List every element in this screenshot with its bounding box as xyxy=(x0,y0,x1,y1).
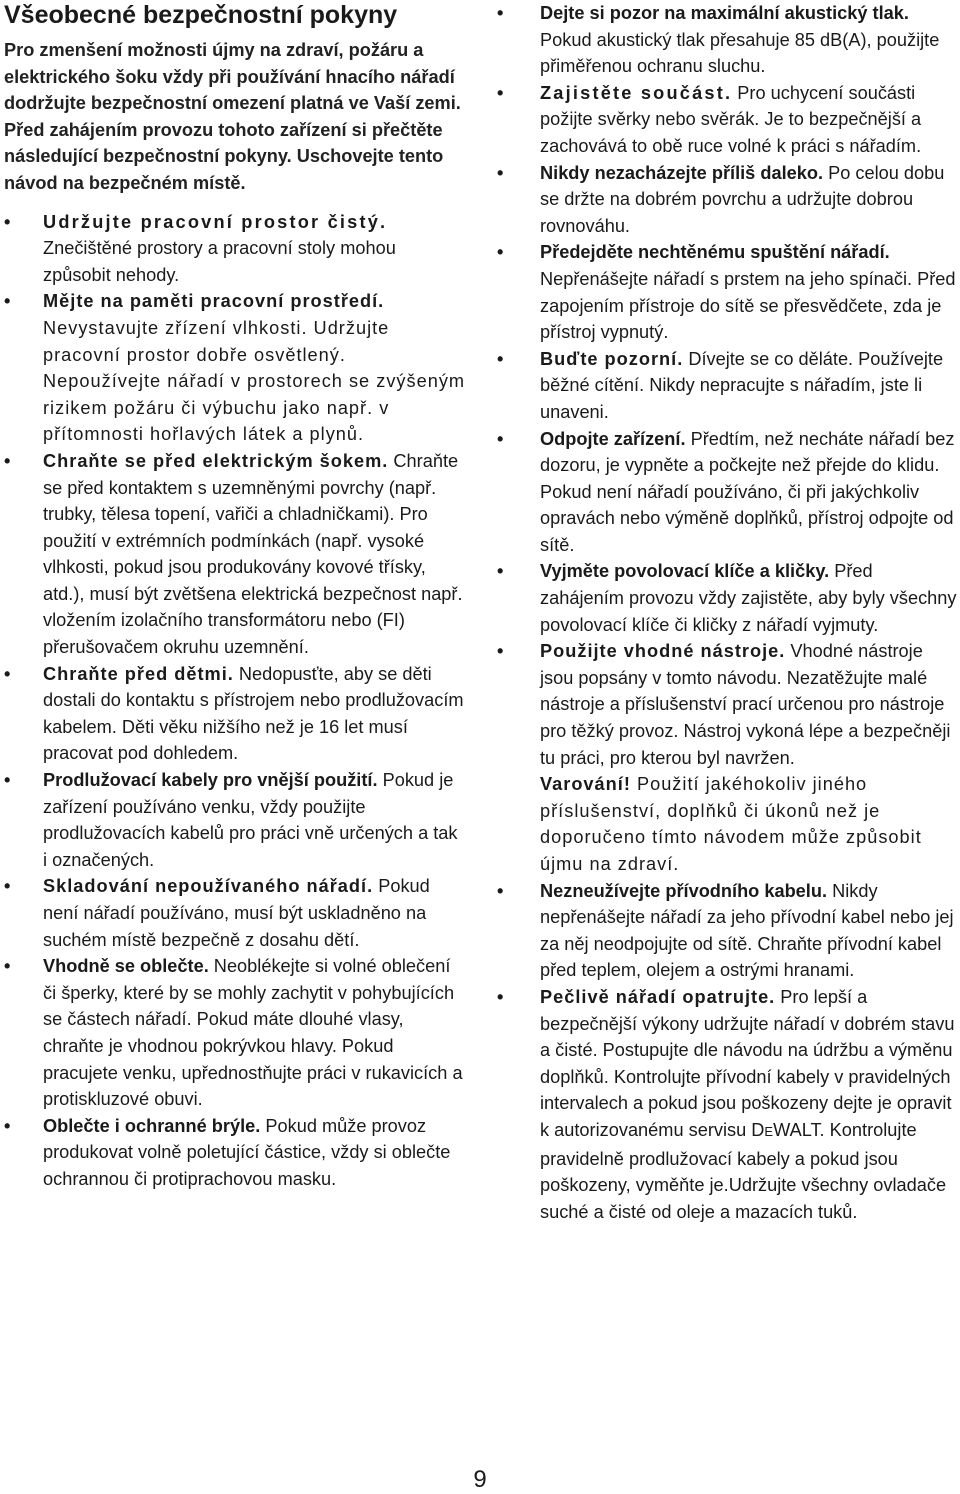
right-column xyxy=(497,0,959,1225)
bullet: • xyxy=(4,1115,11,1136)
brand-rest: WALT. xyxy=(773,1119,825,1140)
item-text: Před zahájením provozu vždy zajistěte, aby byly všechny povolovací klíče či kličky z nářadí vyjmuty. xyxy=(540,561,957,635)
warning-text: Použití jakéhokoliv jiného příslušenství, doplňků či úkonů než je doporučeno tímto návodem může způsobit újmu na zdraví. xyxy=(540,774,922,874)
item-text: Neoblékejte si volné oblečení či šperky, které by se mohly zachytit v pohybujících se částech nářadí. Pokud máte dlouhé vlasy, chraňte je vhodnou pokrývkou hlavy. Pokud pracujete venku, upřednostňujte práci v rukavicích a protiskluzové obuvi. xyxy=(43,956,463,1110)
list-item xyxy=(4,448,466,661)
list-item xyxy=(4,767,466,873)
item-label: Zajistěte součást. xyxy=(540,82,733,103)
list-item xyxy=(497,638,959,877)
list-item xyxy=(497,80,959,160)
item-text: Předtím, než necháte nářadí bez dozoru, je vypněte a počkejte než přejde do klidu. Pokud není nářadí používáno, či při jakýchkoliv opravách nebo výměně doplňků, přístroj odpojte od sítě. xyxy=(540,428,955,555)
bullet: • xyxy=(4,663,11,684)
item-label: Skladování nepoužívaného nářadí. xyxy=(43,876,374,897)
item-text: Nedopusťte, aby se děti dostali do kontaktu s přístrojem nebo prodlužovacím kabelem. Děti věku nižšího než je 16 let musí pracovat pod dohledem. xyxy=(43,663,464,764)
bullet: • xyxy=(497,162,504,183)
list-item xyxy=(4,873,466,953)
left-column xyxy=(4,0,466,1193)
bullet: • xyxy=(4,956,11,977)
item-text: Dívejte se co děláte. Používejte běžné cítění. Nikdy nepracujte s nářadím, jste li unaveni. xyxy=(540,348,944,422)
right-safety-list xyxy=(497,0,959,1225)
list-item xyxy=(4,953,466,1113)
item-text: Nevystavujte zřízení vlhkosti. Udržujte pracovní prostor dobře osvětlený. Nepoužívejte nářadí v prostorech se zvýšeným rizikem požáru či výbuchu jako např. v přítomnosti hořlavých látek a plynů. xyxy=(43,317,466,445)
item-text: Pokud je zařízení používáno venku, vždy použijte prodlužovacích kabelů pro práci vně určených a tak i označených. xyxy=(43,770,458,870)
item-label: Vyjměte povolovací klíče a kličky. xyxy=(540,561,830,582)
bullet: • xyxy=(497,3,504,23)
item-label: Pečlivě nářadí opatrujte. xyxy=(540,986,776,1007)
list-item xyxy=(497,426,959,559)
bullet: • xyxy=(497,348,504,369)
item-label: Oblečte i ochranné brýle. xyxy=(43,1115,261,1136)
list-item xyxy=(497,878,959,984)
warning-paragraph xyxy=(540,771,959,877)
item-label: Mějte na paměti pracovní prostředí. xyxy=(43,291,385,312)
bullet: • xyxy=(4,291,11,312)
item-text: Pro lepší a bezpečnější výkony udržujte nářadí v dobrém stavu a čisté. Postupujte dle návodu na údržbu a výměnu doplňků. Kontrolujte přívodní kabely v pravidelných intervalech a pokud jsou poškozeny dejte je opravit k autorizovanému servisu D xyxy=(540,986,955,1140)
bullet: • xyxy=(497,561,504,582)
item-text: Nikdy nepřenášejte nářadí za jeho přívodní kabel nebo jej za něj neodpojujte od sítě. Chraňte přívodní kabel před teplem, olejem a ostrými hranami. xyxy=(540,880,954,981)
item-text-continued: Kontrolujte pravidelně prodlužovací kabely a pokud jsou poškozeny, vyměňte je.Udržujte všechny ovladače suché a čisté od oleje a mazacích tuků. xyxy=(540,1119,947,1222)
bullet: • xyxy=(497,641,504,662)
bullet: • xyxy=(4,876,11,897)
list-item xyxy=(497,0,959,80)
bullet: • xyxy=(4,211,11,232)
item-label: Nikdy nezacházejte příliš daleko. xyxy=(540,162,824,183)
item-text: Nepřenášejte nářadí s prstem na jeho spínači. Před zapojením přístroje do sítě se přesvědčete, zda je přístroj vypnutý. xyxy=(540,268,956,343)
item-label: Vhodně se oblečte. xyxy=(43,956,209,977)
warning-label: Varování! xyxy=(540,774,631,795)
bullet: • xyxy=(497,82,504,103)
item-text: Pokud není nářadí používáno, musí být uskladněno na suchém místě bezpečně z dosahu dětí. xyxy=(43,876,430,950)
item-label: Nezneužívejte přívodního kabelu. xyxy=(540,880,828,901)
intro-paragraph: Pro zmenšení možnosti újmy na zdraví, požáru a elektrického šoku vždy při používání hnacího nářadí dodržujte bezpečnostní omezení platná ve Vaší zemi. Před zahájením provozu tohoto zařízení si přečtěte následující bezpečnostní pokyny. Uschovejte tento návod na bezpečném místě. xyxy=(4,40,461,193)
section-heading: Všeobecné bezpečnostní pokyny xyxy=(4,1,398,29)
list-item xyxy=(497,346,959,426)
item-text: Pokud může provoz produkovat volně poletující částice, vždy si oblečte ochrannou či protiprachovou masku. xyxy=(43,1115,451,1189)
item-text: Chraňte se před kontaktem s uzemněnými povrchy (např. trubky, tělesa topení, vařiči a chladničkami). Pro použití v extrémních podmínkách (např. vysoké vlhkosti, pokud jsou produkovány kovové třísky, atd.), musí být zvětšena elektrická bezpečnost např. vložením izolačního transformátoru nebo (FI) přerušovačem okruhu uzemnění. xyxy=(43,450,463,658)
list-item xyxy=(4,288,466,448)
item-text: Pokud akustický tlak přesahuje 85 dB(A), použijte přiměřenou ochranu sluchu. xyxy=(540,29,940,77)
item-label: Udržujte pracovní prostor čistý. xyxy=(43,211,388,232)
item-label: Předejděte nechtěnému spuštění nářadí. xyxy=(540,242,890,263)
item-label: Chraňte před dětmi. xyxy=(43,663,234,684)
left-safety-list xyxy=(4,209,466,1193)
list-item xyxy=(497,558,959,638)
item-label: Použijte vhodné nástroje. xyxy=(540,641,786,662)
item-label: Prodlužovací kabely pro vnější použití. xyxy=(43,770,378,791)
list-item xyxy=(497,160,959,240)
bullet: • xyxy=(4,450,11,471)
list-item xyxy=(497,984,959,1225)
brand-small-cap: E xyxy=(764,1123,774,1139)
bullet: • xyxy=(497,880,504,901)
item-label: Buďte pozorní. xyxy=(540,348,684,369)
bullet: • xyxy=(497,986,504,1007)
bullet: • xyxy=(4,770,11,791)
bullet: • xyxy=(497,428,504,449)
list-item xyxy=(4,1113,466,1193)
item-text: Po celou dobu se držte na dobrém povrchu a udržujte dobrou rovnováhu. xyxy=(540,162,945,236)
item-text: Znečištěné prostory a pracovní stoly mohou způsobit nehody. xyxy=(43,238,396,285)
item-text: Pro uchycení součásti požijte svěrky nebo svěrák. Je to bezpečnější a zachovává to obě ruce volné k práci s nářadím. xyxy=(540,82,922,156)
list-item xyxy=(4,209,466,289)
item-label: Chraňte se před elektrickým šokem. xyxy=(43,450,389,471)
bullet: • xyxy=(497,242,504,263)
item-label: Dejte si pozor na maximální akustický tlak. xyxy=(540,3,909,23)
item-label: Odpojte zařízení. xyxy=(540,428,686,449)
list-item xyxy=(497,239,959,345)
list-item xyxy=(4,661,466,767)
page-number: 9 xyxy=(473,1466,487,1493)
item-text: Vhodné nástroje jsou popsány v tomto návodu. Nezatěžujte malé nástroje a příslušenství prací určenou pro nástroje pro těžký provoz. Nástroj vykoná lépe a bezpečněji tu práci, pro kterou byl navržen. xyxy=(540,641,951,768)
